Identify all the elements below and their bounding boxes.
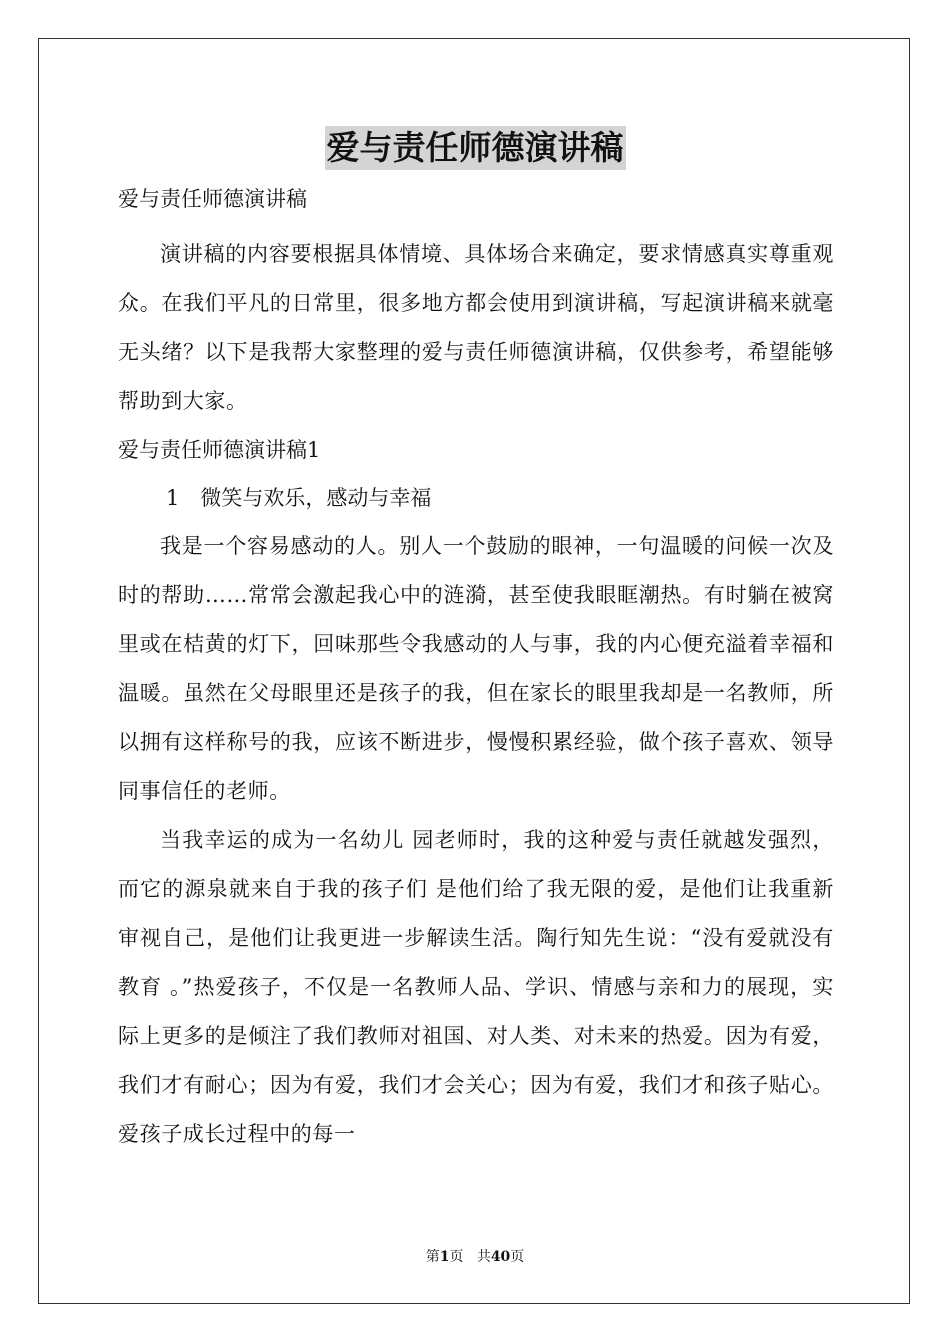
page-number: 1	[439, 1249, 450, 1265]
page-footer	[0, 1246, 950, 1266]
title-container	[0, 126, 950, 170]
intro-paragraph: 演讲稿的内容要根据具体情境、具体场合来确定，要求情感真实尊重观众。在我们平凡的日常里，很多地方都会使用到演讲稿，写起演讲稿来就毫无头绪？以下是我帮大家整理的爱与责任师德演讲稿，仅供参考，希望能够帮助到大家。	[118, 242, 834, 413]
speech-heading: 爱与责任师德演讲稿1	[118, 438, 321, 462]
body-paragraph-2: 当我幸运的成为一名幼儿 园老师时，我的这种爱与责任就越发强烈，而它的源泉就来自于我的孩子们 是他们给了我无限的爱，是他们让我重新审视自己，是他们让我更进一步解读生活。陶行知先生说：“没有爱就没有教育 。”热爱孩子，不仅是一名教师人品、学识、情感与亲和力的展现，实际上更多的是倾注了我们教师对祖国、对人类、对未来的热爱。因为有爱，我们才有耐心；因为有爱，我们才会关心；因为有爱，我们才和孩子贴心。爱孩子成长过程中的每一	[118, 828, 834, 1146]
document-body	[118, 180, 834, 1159]
page-suffix: 页	[449, 1249, 464, 1265]
section-heading: 1 微笑与欢乐，感动与幸福	[166, 486, 432, 510]
page-prefix: 第	[425, 1249, 440, 1265]
body-paragraph-1: 我是一个容易感动的人。别人一个鼓励的眼神，一句温暖的问候一次及时的帮助……常常会激起我心中的涟漪，甚至使我眼眶潮热。有时躺在被窝里或在桔黄的灯下，回味那些令我感动的人与事，我的内心便充溢着幸福和温暖。虽然在父母眼里还是孩子的我，但在家长的眼里我却是一名教师，所以拥有这样称号的我，应该不断进步，慢慢积累经验，做个孩子喜欢、领导同事信任的老师。	[118, 534, 834, 803]
total-suffix: 页	[510, 1249, 525, 1265]
document-subtitle: 爱与责任师德演讲稿	[118, 187, 307, 211]
total-pages: 40	[490, 1249, 511, 1265]
document-title: 爱与责任师德演讲稿	[325, 126, 626, 170]
total-prefix: 共	[476, 1249, 491, 1265]
